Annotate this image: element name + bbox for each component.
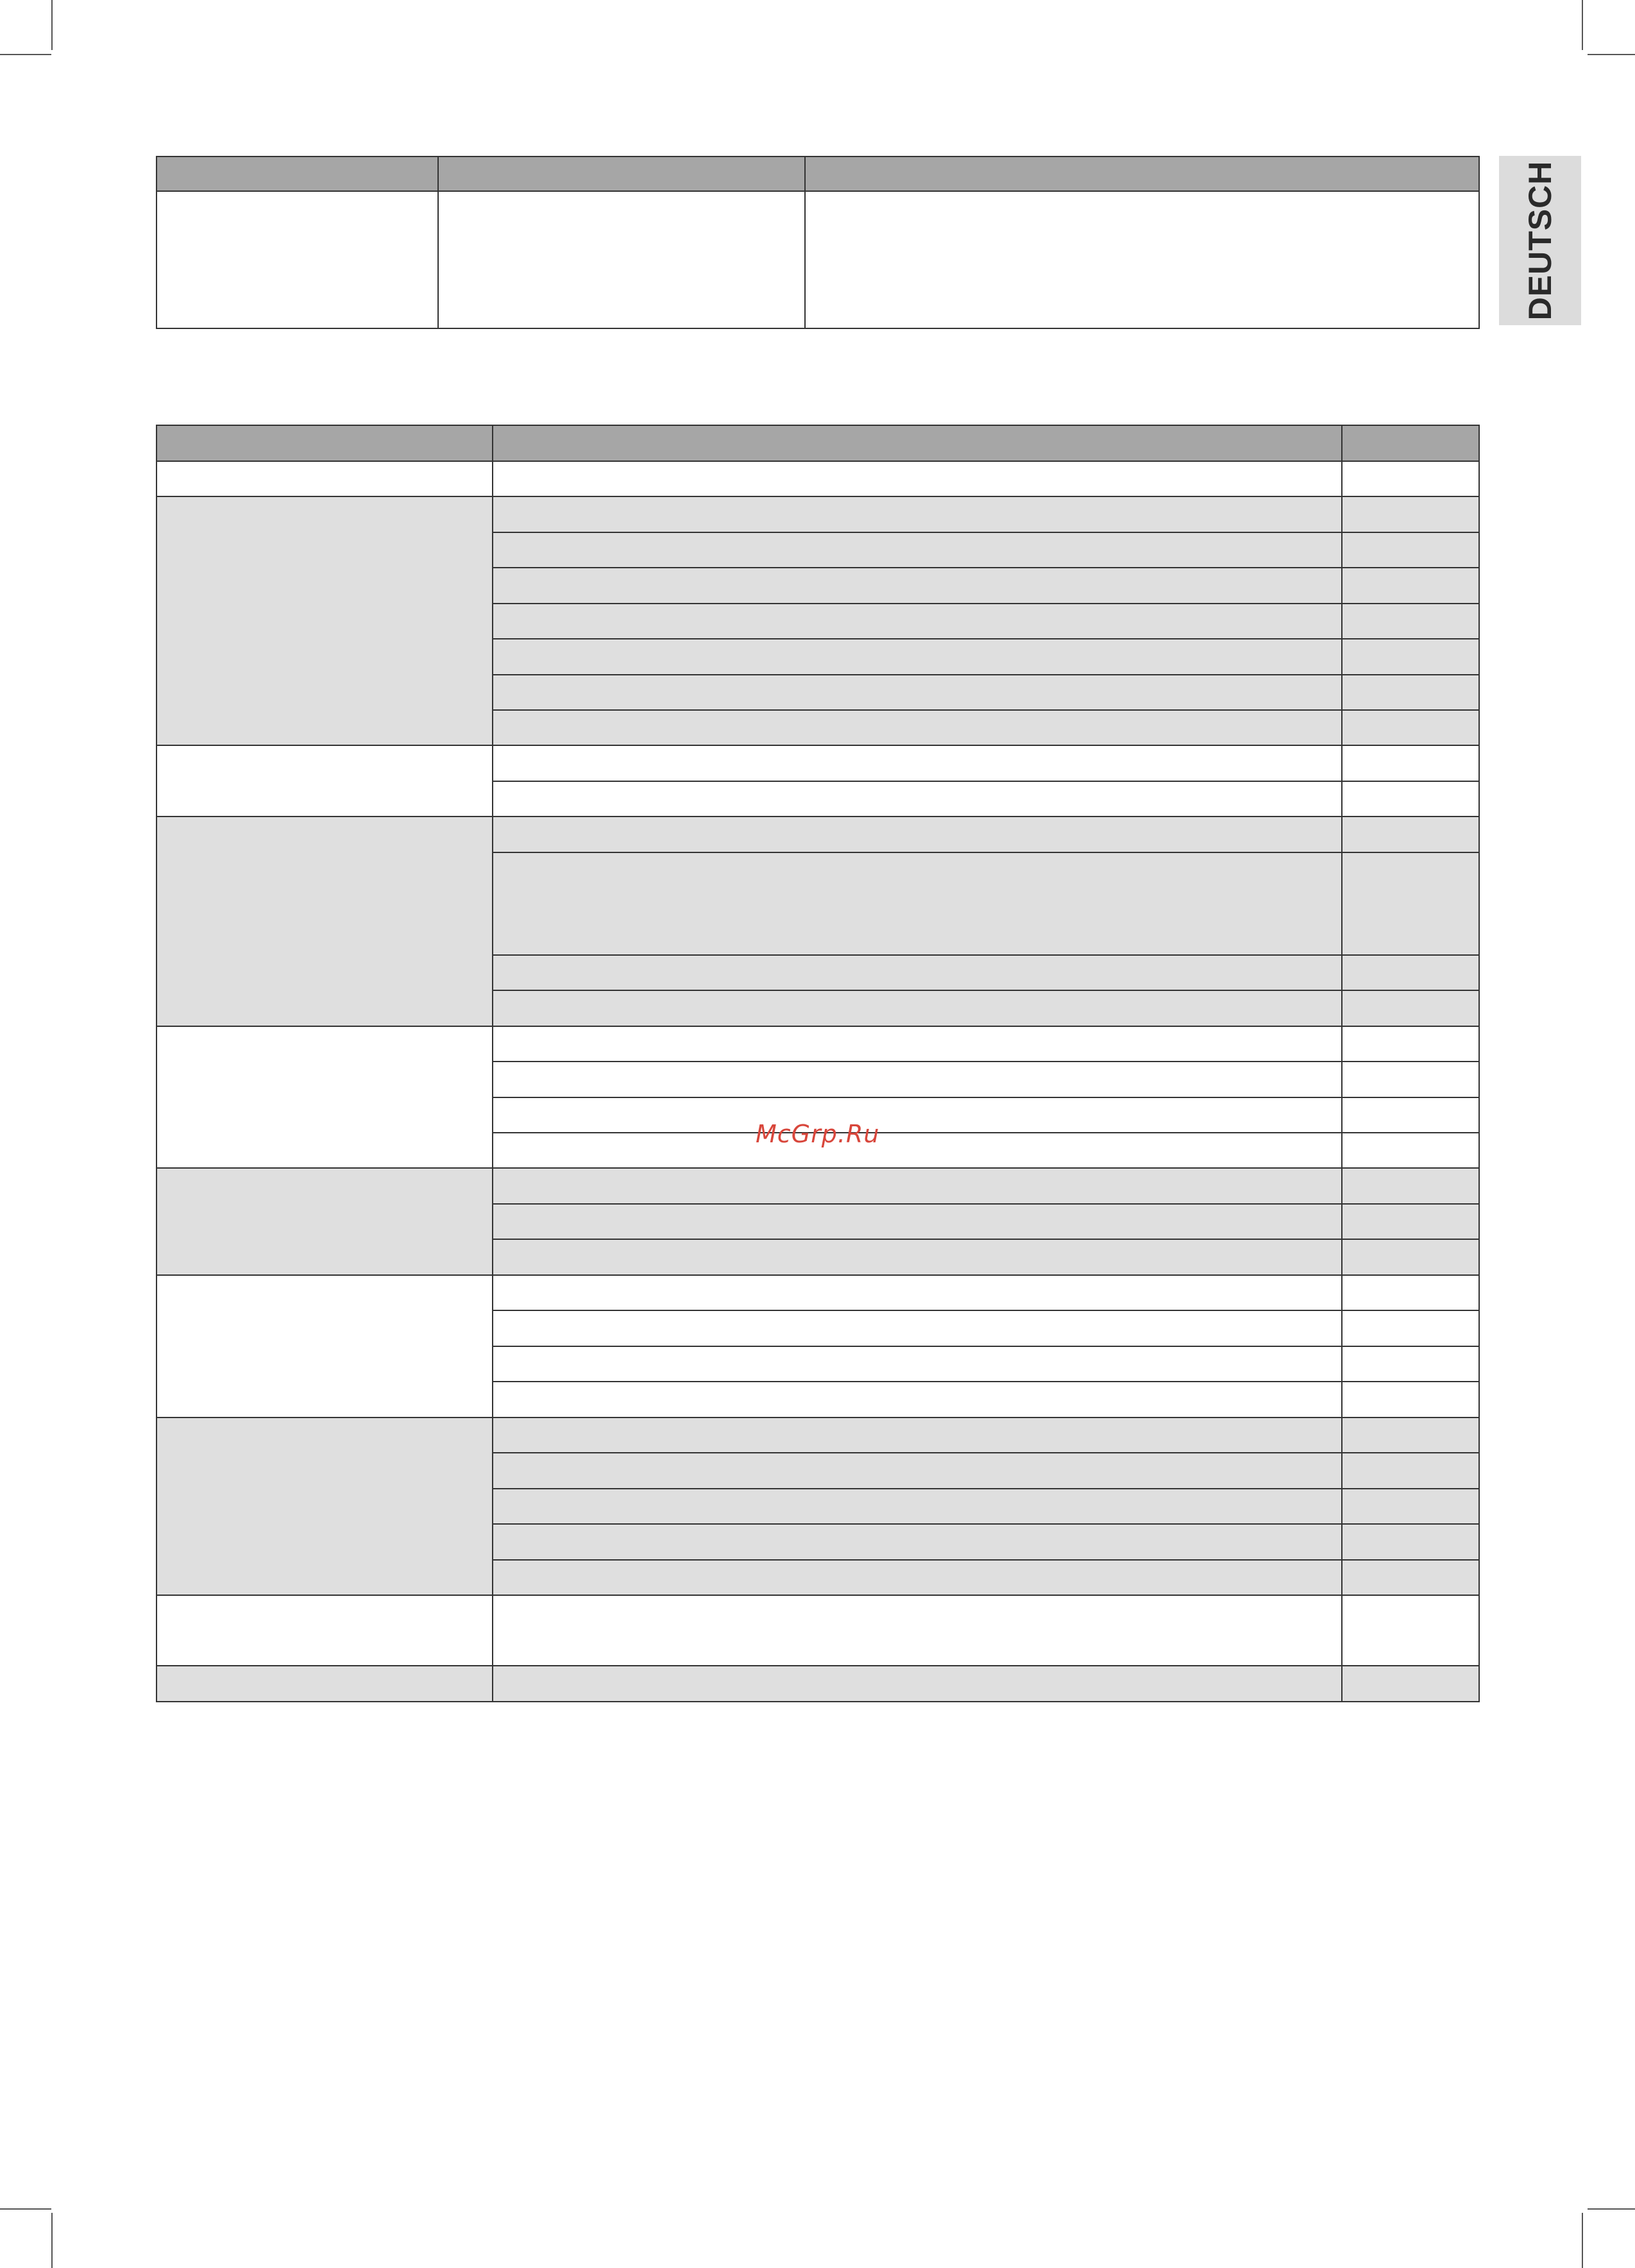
table-cell xyxy=(493,710,1342,745)
header-cell xyxy=(157,425,493,461)
table-cell xyxy=(493,1168,1342,1204)
table-cell xyxy=(1342,1524,1479,1560)
crop-mark-top-right-horizontal xyxy=(1588,54,1635,55)
table-cell xyxy=(493,1489,1342,1524)
table-cell xyxy=(1342,1382,1479,1418)
table-cell xyxy=(1342,1489,1479,1524)
table-cell xyxy=(493,1097,1342,1133)
table-cell xyxy=(1342,1133,1479,1168)
group-cell xyxy=(157,1595,493,1666)
crop-mark-bottom-right-horizontal xyxy=(1588,2208,1635,2210)
language-side-tab-label: DEUTSCH xyxy=(1522,160,1558,321)
table-cell xyxy=(157,191,438,328)
table-cell xyxy=(1342,1595,1479,1666)
header-cell xyxy=(493,425,1342,461)
table-row xyxy=(157,745,1479,781)
table-cell xyxy=(493,817,1342,852)
table-cell xyxy=(493,852,1342,955)
crop-mark-top-right-vertical xyxy=(1582,0,1583,50)
table-cell xyxy=(493,745,1342,781)
table-cell xyxy=(1342,1168,1479,1204)
table-cell xyxy=(493,1239,1342,1275)
top-table xyxy=(156,156,1480,329)
group-cell xyxy=(157,1418,493,1595)
table-cell xyxy=(493,990,1342,1026)
table-row xyxy=(157,461,1479,496)
table-cell xyxy=(493,496,1342,532)
table-cell xyxy=(493,1524,1342,1560)
table-row xyxy=(157,496,1479,532)
table-cell xyxy=(1342,1560,1479,1595)
table-cell xyxy=(1342,1666,1479,1702)
table-row xyxy=(157,1418,1479,1453)
watermark-text: McGrp.Ru xyxy=(756,1120,880,1148)
table-cell xyxy=(493,1204,1342,1239)
table-cell xyxy=(1342,532,1479,568)
table-cell xyxy=(1342,604,1479,639)
table-cell xyxy=(1342,1346,1479,1382)
table-row xyxy=(157,1026,1479,1062)
table-cell xyxy=(1342,1204,1479,1239)
table-cell xyxy=(1342,852,1479,955)
table-cell xyxy=(1342,1097,1479,1133)
table-cell xyxy=(1342,675,1479,710)
table-cell xyxy=(1342,745,1479,781)
table-cell xyxy=(1342,496,1479,532)
top-table-header-row xyxy=(157,157,1479,191)
table-cell xyxy=(493,781,1342,817)
language-side-tab xyxy=(1499,156,1581,325)
table-cell xyxy=(1342,1026,1479,1062)
table-cell xyxy=(493,604,1342,639)
table-cell xyxy=(493,1666,1342,1702)
table-cell xyxy=(1342,1310,1479,1346)
table-cell xyxy=(1342,817,1479,852)
crop-mark-bottom-left-vertical xyxy=(51,2213,53,2268)
table-cell xyxy=(805,191,1479,328)
table-cell xyxy=(493,1275,1342,1310)
table-cell xyxy=(1342,1062,1479,1097)
group-cell xyxy=(157,1275,493,1418)
header-cell xyxy=(157,157,438,191)
table-cell xyxy=(493,1595,1342,1666)
table-cell xyxy=(493,1310,1342,1346)
group-cell xyxy=(157,1168,493,1275)
table-cell xyxy=(493,1560,1342,1595)
table-cell xyxy=(493,1453,1342,1489)
group-cell xyxy=(157,817,493,1026)
table-row xyxy=(157,1595,1479,1666)
crop-mark-top-left-horizontal xyxy=(0,54,51,55)
table-cell xyxy=(1342,1239,1479,1275)
main-table-header-row xyxy=(157,425,1479,461)
table-cell xyxy=(493,1062,1342,1097)
table-cell xyxy=(493,568,1342,604)
crop-mark-bottom-left-horizontal xyxy=(0,2208,51,2210)
group-cell xyxy=(157,1666,493,1702)
table-cell xyxy=(438,191,805,328)
table-cell xyxy=(493,1382,1342,1418)
table-cell xyxy=(493,639,1342,675)
table-cell xyxy=(1342,461,1479,496)
main-table xyxy=(156,425,1480,1702)
table-cell xyxy=(1342,1418,1479,1453)
table-cell xyxy=(1342,1453,1479,1489)
group-cell xyxy=(157,496,493,745)
table-cell xyxy=(493,675,1342,710)
table-cell xyxy=(1342,781,1479,817)
table-row xyxy=(157,817,1479,852)
table-row xyxy=(157,191,1479,328)
group-cell xyxy=(157,745,493,817)
header-cell xyxy=(1342,425,1479,461)
table-cell xyxy=(493,461,1342,496)
table-cell xyxy=(1342,710,1479,745)
table-cell xyxy=(1342,568,1479,604)
crop-mark-top-left-vertical xyxy=(51,0,53,50)
header-cell xyxy=(438,157,805,191)
table-cell xyxy=(493,1418,1342,1453)
table-cell xyxy=(1342,639,1479,675)
table-row xyxy=(157,1275,1479,1310)
table-cell xyxy=(493,1133,1342,1168)
table-cell xyxy=(493,532,1342,568)
table-cell xyxy=(493,1346,1342,1382)
group-cell xyxy=(157,1026,493,1168)
table-cell xyxy=(493,955,1342,990)
table-cell xyxy=(1342,990,1479,1026)
group-cell xyxy=(157,461,493,496)
table-cell xyxy=(1342,1275,1479,1310)
table-cell xyxy=(1342,955,1479,990)
table-row xyxy=(157,1168,1479,1204)
table-row xyxy=(157,1666,1479,1702)
header-cell xyxy=(805,157,1479,191)
table-cell xyxy=(493,1026,1342,1062)
crop-mark-bottom-right-vertical xyxy=(1582,2213,1583,2268)
